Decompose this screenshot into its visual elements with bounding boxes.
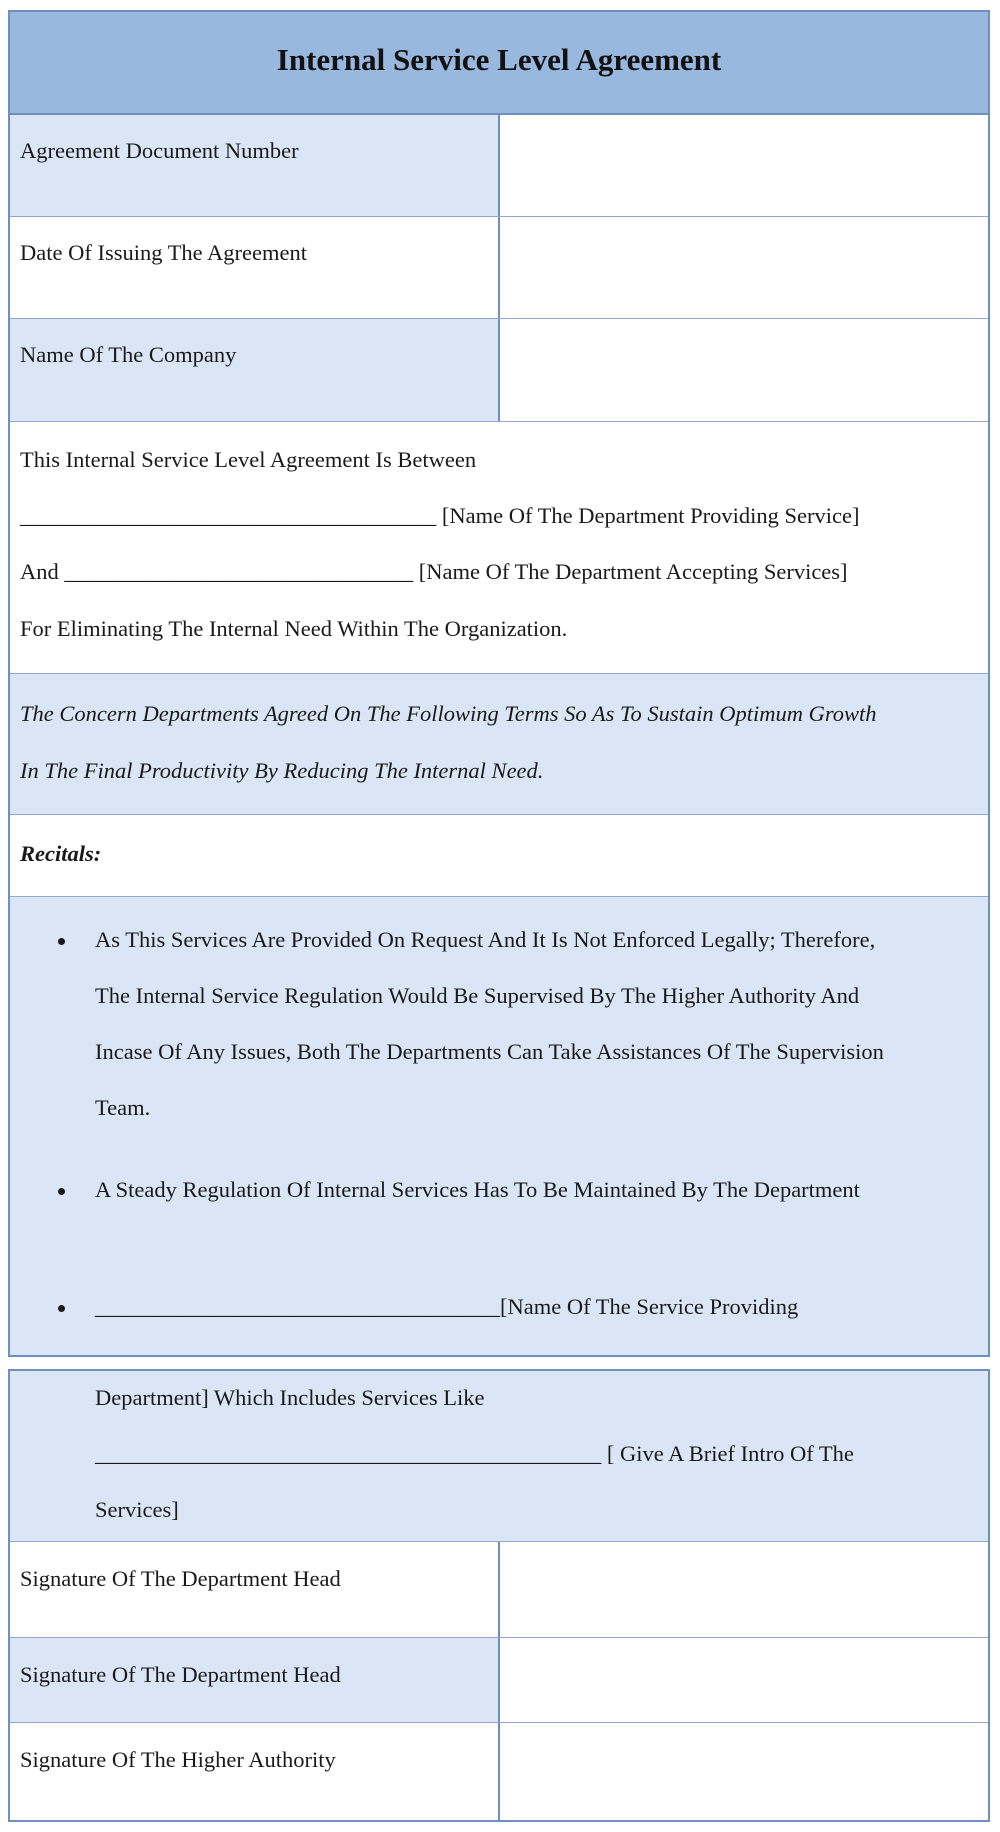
doc-number-label-cell xyxy=(10,115,500,216)
parties-line-1: This Internal Service Level Agreement Is Between xyxy=(20,447,477,472)
bullet-1-line-1: As This Services Are Provided On Request And It Is Not Enforced Legally; Therefore, xyxy=(95,927,876,952)
row-issue-date xyxy=(10,217,988,319)
agreement-form-page2 xyxy=(8,1369,990,1822)
signature-2-label: Signature Of The Department Head xyxy=(20,1662,341,1687)
parties-line-3: And _______________________________ [Name Of The Department Accepting Services] xyxy=(20,559,848,584)
bullet-2-line-1: A Steady Regulation Of Internal Services Has To Be Maintained By The Department xyxy=(95,1177,860,1202)
issue-date-label: Date Of Issuing The Agreement xyxy=(20,240,308,265)
recitals-heading: Recitals: xyxy=(20,841,102,866)
bullet-1-marker xyxy=(58,938,65,945)
row-signature-1 xyxy=(10,1542,988,1638)
form-header xyxy=(10,12,988,115)
row-signature-2 xyxy=(10,1638,988,1723)
issue-date-field[interactable] xyxy=(500,217,988,318)
row-company xyxy=(10,319,988,422)
bullet-3-line-4: Services] xyxy=(95,1497,179,1522)
signature-2-field[interactable] xyxy=(500,1638,988,1722)
signature-3-label-cell xyxy=(10,1723,500,1820)
bullet-2-marker xyxy=(58,1188,65,1195)
row-signature-3 xyxy=(10,1723,988,1820)
issue-date-label-cell xyxy=(10,217,500,318)
bullet-1-line-3: Incase Of Any Issues, Both The Departments Can Take Assistances Of The Supervision xyxy=(95,1039,884,1064)
bullet-3-line-1: ____________________________________[Name Of The Service Providing xyxy=(95,1294,799,1319)
bullet-3-marker xyxy=(58,1305,65,1312)
signature-1-label-cell xyxy=(10,1542,500,1637)
terms-section xyxy=(10,674,988,815)
signature-1-label: Signature Of The Department Head xyxy=(20,1566,341,1591)
parties-line-2: _____________________________________ [Name Of The Department Providing Service] xyxy=(20,503,860,528)
page-title: Internal Service Level Agreement xyxy=(276,42,722,77)
doc-number-label: Agreement Document Number xyxy=(20,138,299,163)
company-field[interactable] xyxy=(500,319,988,421)
signature-3-label: Signature Of The Higher Authority xyxy=(20,1747,336,1772)
bullet-3-line-2: Department] Which Includes Services Like xyxy=(95,1385,485,1410)
recitals-list xyxy=(10,897,988,1355)
row-doc-number xyxy=(10,115,988,217)
recitals-continuation xyxy=(10,1371,988,1542)
company-label-cell xyxy=(10,319,500,421)
signature-1-field[interactable] xyxy=(500,1542,988,1637)
bullet-3-line-3: _____________________________________________ [ Give A Brief Intro Of The xyxy=(95,1441,854,1466)
company-label: Name Of The Company xyxy=(20,342,237,367)
signature-3-field[interactable] xyxy=(500,1723,988,1820)
parties-section xyxy=(10,422,988,674)
bullet-1-line-4: Team. xyxy=(95,1095,151,1120)
parties-line-4: For Eliminating The Internal Need Within The Organization. xyxy=(20,616,568,641)
terms-line-1: The Concern Departments Agreed On The Following Terms So As To Sustain Optimum Growth xyxy=(20,701,877,726)
bullet-1-line-2: The Internal Service Regulation Would Be Supervised By The Higher Authority And xyxy=(95,983,860,1008)
signature-2-label-cell xyxy=(10,1638,500,1722)
recitals-heading-row xyxy=(10,815,988,897)
doc-number-field[interactable] xyxy=(500,115,988,216)
terms-line-2: In The Final Productivity By Reducing The Internal Need. xyxy=(20,758,544,783)
agreement-form-page1 xyxy=(8,10,990,1357)
